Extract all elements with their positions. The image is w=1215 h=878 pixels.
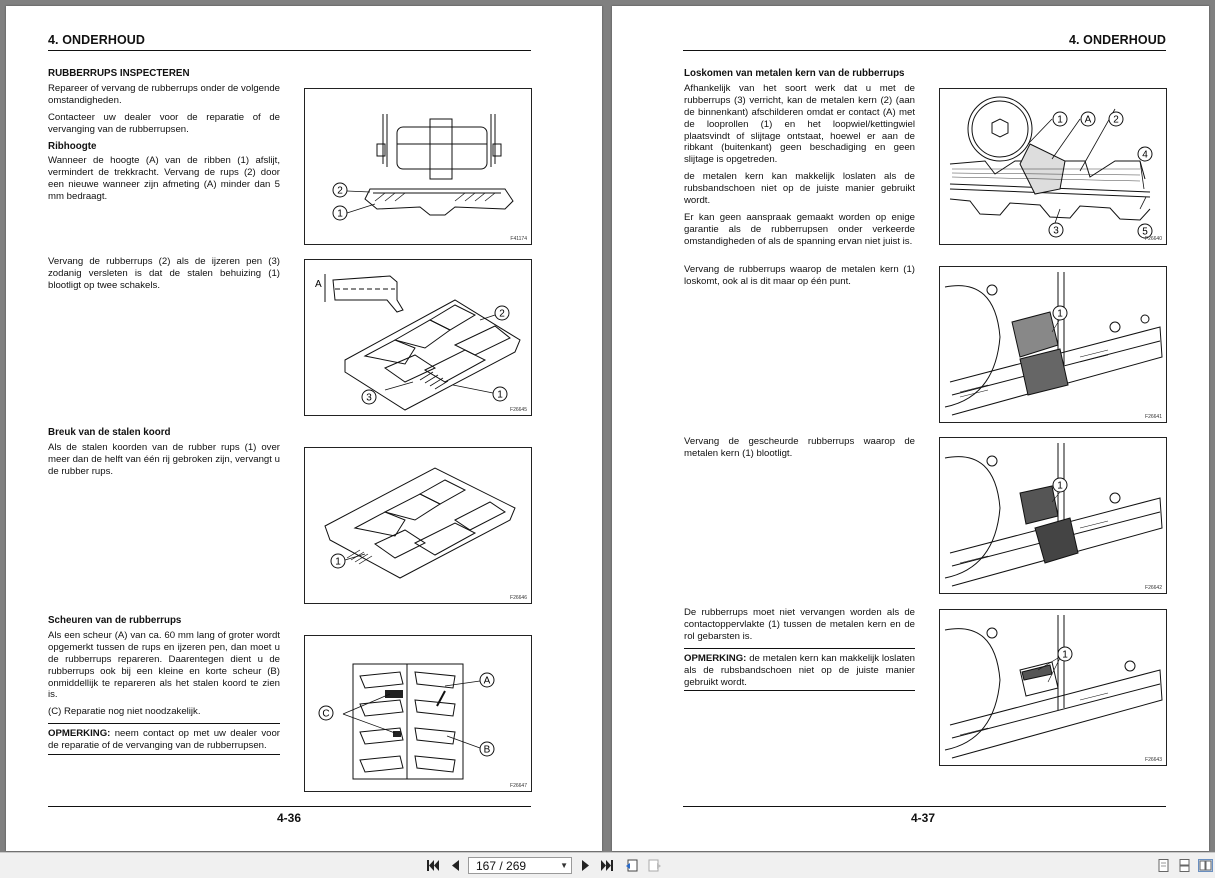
- page-number: 4-36: [276, 811, 302, 825]
- callout-4: 4: [1142, 149, 1148, 161]
- figure-loose-core: [939, 266, 1167, 423]
- paragraph: de metalen kern kan makkelijk loslaten als de rubsbandschoen niet op de juiste manier gebruikt wordt.: [684, 171, 915, 207]
- loose-core-illustration: [940, 267, 1166, 422]
- callout-C: C: [322, 708, 330, 720]
- note-box: [684, 648, 915, 692]
- cracked-contact-illustration: [940, 610, 1166, 765]
- figure-code: F26641: [1145, 414, 1162, 420]
- paragraph: Contacteer uw dealer voor de reparatie of de vervanging van de rubberrupsen.: [48, 111, 280, 135]
- paragraph: Vervang de gescheurde rubberrups waarop de metalen kern (1) blootligt.: [684, 436, 915, 459]
- section-cord: [48, 427, 280, 483]
- page-number: 4-37: [910, 811, 936, 825]
- footer-rule: [683, 806, 1166, 807]
- paragraph: Wanneer de hoogte (A) van de ribben (1) afslijt, vermindert de trekkracht. Vervang de rups (2) door een nieuwe wanneer zijn afmeting (A) minder dan 5 mm bedraagt.: [48, 155, 280, 203]
- paragraph: Afhankelijk van het soort werk dat u met de rubberrups (3) verricht, kan de metalen kern (2) (aan de binnenkant) afschilderen omdat er contact (A) met de looprollen (1) en het loopwiel/kettingwiel plaatsvindt of slijtage ontstaat, hoewel er aan de ribkant (buitenkant) geen beschadiging en geen slijtage is opgetreden.: [684, 82, 915, 166]
- paragraph: Er kan geen aanspraak gemaakt worden op enige garantie als de rubberrupsen onder verkeerde omstandigheden of als de spanning ervan niet juist is.: [684, 211, 915, 247]
- page-header: 4. ONDERHOUD: [48, 33, 146, 47]
- dimension-A: A: [315, 279, 322, 290]
- note-box: [48, 723, 280, 755]
- section-title: Scheuren van de rubberrups: [48, 615, 182, 626]
- section-title: RUBBERRUPS INSPECTEREN: [48, 68, 190, 79]
- section-inspect: [48, 68, 280, 208]
- paragraph: (C) Reparatie nog niet noodzakelijk.: [48, 706, 201, 718]
- callout-3: 3: [1053, 225, 1059, 237]
- iron-pin-illustration: [305, 260, 531, 415]
- figure-code: F26646: [510, 595, 527, 601]
- callout-A: A: [1084, 114, 1092, 126]
- header-rule: [683, 50, 1166, 51]
- figure-code: F26647: [510, 783, 527, 789]
- figure-cracked-contact: [939, 609, 1167, 766]
- chevron-down-icon[interactable]: ▼: [560, 861, 568, 870]
- first-page-icon[interactable]: [426, 858, 440, 873]
- navigation-toolbar: [0, 852, 1215, 878]
- section-pin: [48, 256, 280, 297]
- callout-1: 1: [1057, 308, 1063, 320]
- section-core: [684, 68, 915, 253]
- callout-2: 2: [337, 185, 343, 197]
- footer-rule: [48, 806, 531, 807]
- subsection-title: Ribhoogte: [48, 140, 97, 152]
- go-back-view-icon[interactable]: [624, 858, 640, 873]
- figure-code: F26643: [1145, 757, 1162, 763]
- single-page-view-icon[interactable]: [1156, 858, 1170, 873]
- two-page-view-icon[interactable]: [1197, 858, 1213, 873]
- section-title: Loskomen van metalen kern van de rubberrups: [684, 68, 905, 79]
- metal-core-illustration: [940, 89, 1166, 244]
- figure-steel-cord: [304, 447, 532, 604]
- callout-2: 2: [499, 308, 505, 320]
- section-tears: [48, 615, 280, 755]
- callout-1: 1: [497, 389, 503, 401]
- section-torn: [684, 436, 915, 465]
- figure-code: F41174: [510, 236, 527, 242]
- callout-5: 5: [1142, 226, 1148, 238]
- paragraph: Repareer of vervang de rubberrups onder de volgende omstandigheden.: [48, 82, 281, 106]
- go-forward-view-icon[interactable]: [646, 858, 662, 873]
- page-4-37: [612, 6, 1209, 851]
- callout-1: 1: [1057, 114, 1063, 126]
- next-page-icon[interactable]: [579, 858, 591, 873]
- note-text: de metalen kern kan makkelijk loslaten als de rubsbandschoen niet op de juiste manier gebruikt wordt.: [684, 652, 915, 688]
- paragraph: Als een scheur (A) van ca. 60 mm lang of groter wordt opgemerkt tussen de rups en ijzeren pen, dan moet u de rubberrups repareren. Daarentegen dient u de rubberrups ook bij een kleine en korte scheur (B) onmiddellijk te repareren als het stalen koord te zien is.: [48, 629, 280, 701]
- paragraph: De rubberrups moet niet vervangen worden als de contactoppervlakte (1) tussen de metalen kern en de rol gebarsten is.: [684, 607, 915, 642]
- callout-A: A: [483, 675, 491, 687]
- figure-code: F26642: [1145, 585, 1162, 591]
- callout-1: 1: [1062, 649, 1068, 661]
- figure-code: F26640: [1145, 236, 1162, 242]
- callout-1: 1: [335, 556, 341, 568]
- figure-iron-pin: [304, 259, 532, 416]
- callout-1: 1: [337, 208, 343, 220]
- previous-page-icon[interactable]: [449, 858, 461, 873]
- paragraph: Vervang de rubberrups waarop de metalen kern (1) loskomt, ook al is dit maar op één punt.: [684, 264, 915, 287]
- callout-B: B: [483, 744, 491, 756]
- callout-2: 2: [1113, 114, 1119, 126]
- paragraph: Als de stalen koorden van de rubber rups (1) over meer dan de helft van één rij gebroken zijn, vervangt u de rubber rups.: [48, 441, 280, 477]
- header-rule: [48, 50, 531, 51]
- callout-3: 3: [366, 392, 372, 404]
- torn-track-illustration: [940, 438, 1166, 593]
- note-label: OPMERKING:: [48, 728, 111, 740]
- figure-code: F26645: [510, 407, 527, 413]
- tears-illustration: [305, 636, 531, 791]
- section-loose-core: [684, 264, 915, 293]
- rib-height-illustration: [305, 89, 531, 244]
- page-indicator: 167 / 269: [476, 858, 527, 873]
- steel-cord-illustration: [305, 448, 531, 603]
- figure-torn-track: [939, 437, 1167, 594]
- page-selector[interactable]: [468, 857, 572, 874]
- continuous-view-icon[interactable]: [1177, 858, 1191, 873]
- figure-metal-core: [939, 88, 1167, 245]
- note-label: OPMERKING:: [684, 652, 747, 664]
- note-text: neem contact op met uw dealer voor de reparatie of de vervanging van de rubberrupsen.: [48, 728, 280, 752]
- figure-tears: [304, 635, 532, 792]
- page-4-36: [6, 6, 602, 851]
- paragraph: Vervang de rubberrups (2) als de ijzeren pen (3) zodanig versleten is dat de stalen behuizing (1) blootligt op twee schakels.: [48, 256, 280, 291]
- callout-1: 1: [1057, 480, 1063, 492]
- section-cracked: [684, 607, 915, 691]
- figure-rib-height: [304, 88, 532, 245]
- section-title: Breuk van de stalen koord: [48, 427, 171, 438]
- page-header: 4. ONDERHOUD: [1068, 33, 1166, 47]
- last-page-icon[interactable]: [600, 858, 614, 873]
